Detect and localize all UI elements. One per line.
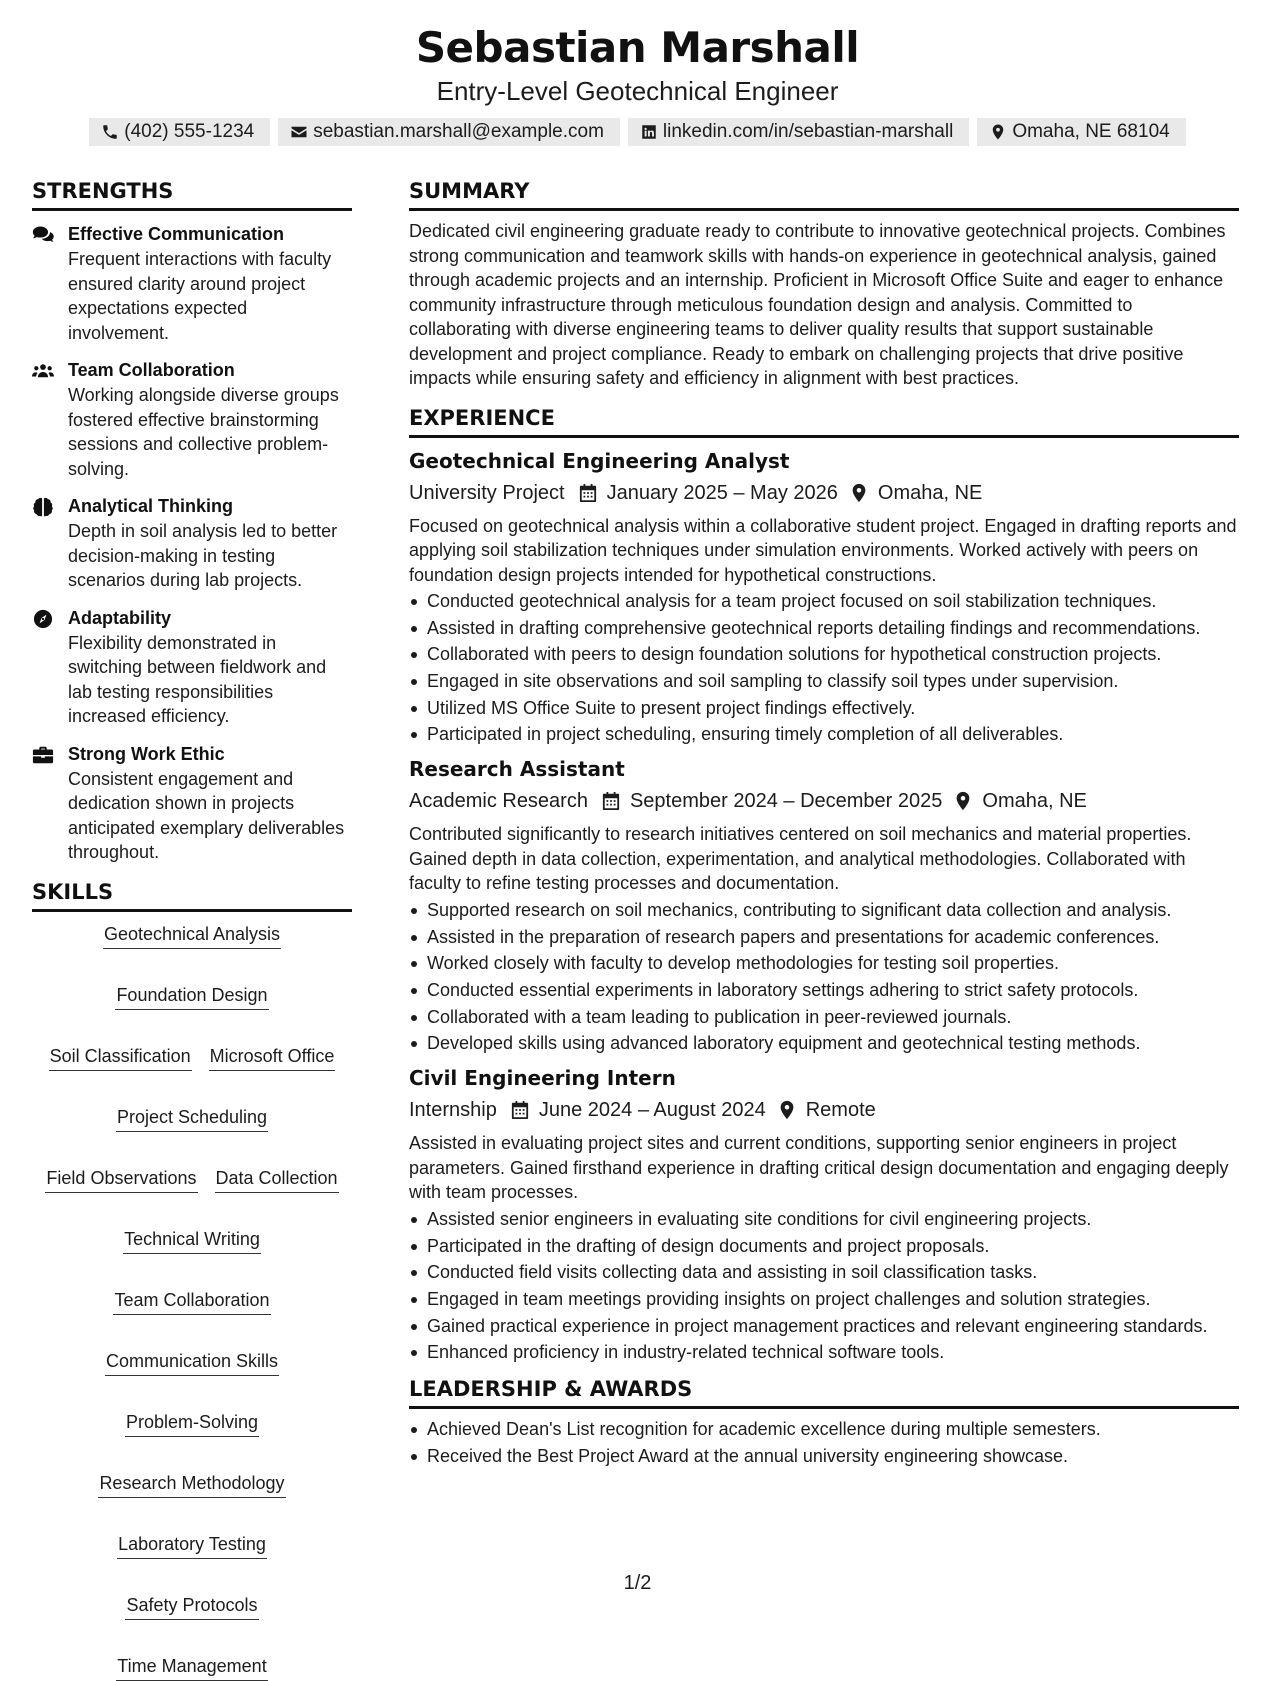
job-dates: January 2025 – May 2026 xyxy=(606,481,838,504)
map-pin-icon xyxy=(989,123,1007,141)
job-meta xyxy=(409,1095,1239,1125)
page-number: 1/2 xyxy=(623,1572,652,1594)
bullet-item: Collaborated with a team leading to publication in peer-reviewed journals. xyxy=(409,1005,1239,1029)
strength-heading: Strong Work Ethic xyxy=(68,743,225,764)
strength-description: Depth in soil analysis led to better decision-making in testing scenarios during lab projects. xyxy=(68,521,338,590)
calendar-icon xyxy=(579,483,597,503)
skills-list xyxy=(32,922,352,1681)
brain-icon xyxy=(32,497,54,517)
envelope-icon xyxy=(290,123,308,141)
job-location: Omaha, NE xyxy=(877,481,983,504)
strength-description: Flexibility demonstrated in switching between fieldwork and lab testing responsibilities increased efficiency. xyxy=(68,632,327,726)
bullet-item: Engaged in team meetings providing insights on project challenges and solution strategies. xyxy=(409,1287,1239,1311)
calendar-icon xyxy=(511,1100,529,1120)
bullet-item: Utilized MS Office Suite to present project findings effectively. xyxy=(409,696,1239,720)
linkedin-icon xyxy=(640,123,658,141)
strength-heading: Adaptability xyxy=(68,607,172,628)
location-chip xyxy=(977,118,1185,146)
job-organization: University Project xyxy=(409,481,565,504)
summary-text: Dedicated civil engineering graduate ready to contribute to innovative geotechnical projects. Combines strong communication and teamwork skills with hands-on experience in geotechnical analysis, gained through academic projects and an internship. Proficient in Microsoft Office Suite and eager to enhance community infrastructure through meticulous foundation design and analysis. Committed to collaborating with diverse engineering teams to deliver quality results that support sustainable development and project compliance. Ready to embark on challenging projects that drive positive impacts while ensuring safety and efficiency in alignment with best practices. xyxy=(409,221,1226,388)
job-organization: Academic Research xyxy=(409,790,588,813)
job-location: Remote xyxy=(805,1099,876,1122)
job-title: Geotechnical Engineering Analyst xyxy=(409,448,790,473)
phone-icon xyxy=(101,123,119,141)
right-column xyxy=(409,176,1239,1471)
strength-item xyxy=(32,221,352,345)
job-meta xyxy=(409,478,1239,508)
map-pin-icon xyxy=(954,791,972,811)
job-bullets xyxy=(409,1207,1239,1364)
strength-description: Frequent interactions with faculty ensured clarity around project expectations expected involvement. xyxy=(68,249,332,343)
strength-description: Working alongside diverse groups fostered effective brainstorming sessions and collective problem-solving. xyxy=(68,385,339,479)
linkedin-chip[interactable] xyxy=(628,118,969,146)
job-location: Omaha, NE xyxy=(982,790,1087,813)
leadership-heading: LEADERSHIP & AWARDS xyxy=(409,1374,1239,1409)
bullet-item: Conducted geotechnical analysis for a team project focused on soil stabilization techniques. xyxy=(409,589,1239,613)
summary-heading: SUMMARY xyxy=(409,176,1239,211)
skill-tag: Microsoft Office xyxy=(209,1044,336,1071)
skill-tag: Project Scheduling xyxy=(116,1105,268,1132)
bullet-item: Collaborated with peers to design foundation solutions for hypothetical construction projects. xyxy=(409,642,1239,666)
strength-description: Consistent engagement and dedication shown in projects anticipated exemplary deliverables throughout. xyxy=(68,768,345,862)
bullet-item: Enhanced proficiency in industry-related technical software tools. xyxy=(409,1340,1239,1364)
skill-tag: Geotechnical Analysis xyxy=(103,922,281,949)
users-icon xyxy=(32,361,54,381)
job-entry xyxy=(409,1063,1239,1364)
skill-tag: Research Methodology xyxy=(98,1471,285,1498)
strength-heading: Team Collaboration xyxy=(68,360,235,380)
bullet-item: Worked closely with faculty to develop methodologies for testing soil properties. xyxy=(409,951,1239,975)
strength-item xyxy=(32,741,352,865)
job-description: Assisted in evaluating project sites and current conditions, supporting senior engineers in project parameters. Gained firsthand experience in drafting critical design documentation and engaging deeply with team processes. xyxy=(409,1133,1229,1203)
bullet-item: Assisted in drafting comprehensive geotechnical reports detailing findings and recommendations. xyxy=(409,616,1239,640)
comments-icon xyxy=(32,225,54,245)
job-entry xyxy=(409,754,1239,1055)
bullet-item: Developed skills using advanced laboratory equipment and geotechnical testing methods. xyxy=(409,1031,1239,1055)
linkedin-text[interactable]: linkedin.com/in/sebastian-marshall xyxy=(662,121,954,142)
bullet-item: Conducted essential experiments in laboratory settings adhering to strict safety protocols. xyxy=(409,978,1239,1002)
resume-header xyxy=(0,20,1275,146)
strength-item xyxy=(32,493,352,593)
compass-icon xyxy=(32,609,54,629)
map-pin-icon xyxy=(850,483,868,503)
strengths-list xyxy=(32,221,352,865)
strength-heading: Analytical Thinking xyxy=(68,496,234,516)
job-description: Focused on geotechnical analysis within a collaborative student project. Engaged in drafting reports and applying soil stabilization techniques under simulation environments. Worked actively with peers on foundation design projects intended for hypothetical constructions. xyxy=(409,515,1237,585)
strength-item xyxy=(32,357,352,481)
job-bullets xyxy=(409,898,1239,1055)
strength-item xyxy=(32,605,352,729)
bullet-item: Assisted in the preparation of research papers and presentations for academic conferences. xyxy=(409,925,1239,949)
bullet-item: Achieved Dean's List recognition for academic excellence during multiple semesters. xyxy=(409,1417,1239,1441)
job-dates: June 2024 – August 2024 xyxy=(538,1099,766,1122)
calendar-icon xyxy=(602,791,620,811)
skill-tag: Foundation Design xyxy=(115,983,268,1010)
contact-bar xyxy=(0,118,1275,146)
bullet-item: Gained practical experience in project management practices and relevant engineering standards. xyxy=(409,1314,1239,1338)
bullet-item: Engaged in site observations and soil sampling to classify soil types under supervision. xyxy=(409,669,1239,693)
bullet-item: Received the Best Project Award at the annual university engineering showcase. xyxy=(409,1444,1239,1468)
skill-tag: Technical Writing xyxy=(123,1227,261,1254)
strength-heading: Effective Communication xyxy=(68,224,285,244)
location-text: Omaha, NE 68104 xyxy=(1012,121,1170,142)
skill-tag: Communication Skills xyxy=(105,1349,279,1376)
bullet-item: Conducted field visits collecting data and assisting in soil classification tasks. xyxy=(409,1260,1239,1284)
skill-tag: Problem-Solving xyxy=(125,1410,259,1437)
bullet-item: Participated in the drafting of design documents and project proposals. xyxy=(409,1234,1239,1258)
email-chip[interactable] xyxy=(278,118,620,146)
job-organization: Internship xyxy=(409,1099,497,1122)
skill-tag: Safety Protocols xyxy=(125,1593,258,1620)
bullet-item: Supported research on soil mechanics, contributing to significant data collection and analysis. xyxy=(409,898,1239,922)
job-bullets xyxy=(409,589,1239,746)
skill-tag: Laboratory Testing xyxy=(117,1532,267,1559)
experience-heading: EXPERIENCE xyxy=(409,403,1239,438)
bullet-item: Assisted senior engineers in evaluating site conditions for civil engineering projects. xyxy=(409,1207,1239,1231)
email-text[interactable]: sebastian.marshall@example.com xyxy=(313,121,604,142)
job-title: Research Assistant xyxy=(409,757,625,782)
phone-chip xyxy=(89,118,270,146)
job-title: Civil Engineering Intern xyxy=(409,1066,676,1091)
job-entry xyxy=(409,446,1239,747)
skill-tag: Time Management xyxy=(116,1654,267,1681)
skill-tag: Team Collaboration xyxy=(113,1288,270,1315)
briefcase-icon xyxy=(32,745,54,765)
candidate-name: Sebastian Marshall xyxy=(415,23,860,72)
job-description: Contributed significantly to research initiatives centered on soil mechanics and material properties. Gained depth in data collection, experimentation, and analytical methodologies. Collaborated with faculty to refine testing processes and documentation. xyxy=(409,824,1192,894)
strengths-heading: STRENGTHS xyxy=(32,176,352,211)
left-column xyxy=(32,176,352,1681)
job-dates: September 2024 – December 2025 xyxy=(629,790,943,813)
skills-heading: SKILLS xyxy=(32,877,352,912)
leadership-bullets xyxy=(409,1417,1239,1468)
skill-tag: Data Collection xyxy=(215,1166,339,1193)
phone-text: (402) 555-1234 xyxy=(124,121,255,142)
bullet-item: Participated in project scheduling, ensuring timely completion of all deliverables. xyxy=(409,722,1239,746)
map-pin-icon xyxy=(778,1100,796,1120)
skill-tag: Soil Classification xyxy=(49,1044,192,1071)
candidate-title: Entry-Level Geotechnical Engineer xyxy=(436,76,839,106)
job-meta xyxy=(409,786,1239,816)
skill-tag: Field Observations xyxy=(45,1166,197,1193)
